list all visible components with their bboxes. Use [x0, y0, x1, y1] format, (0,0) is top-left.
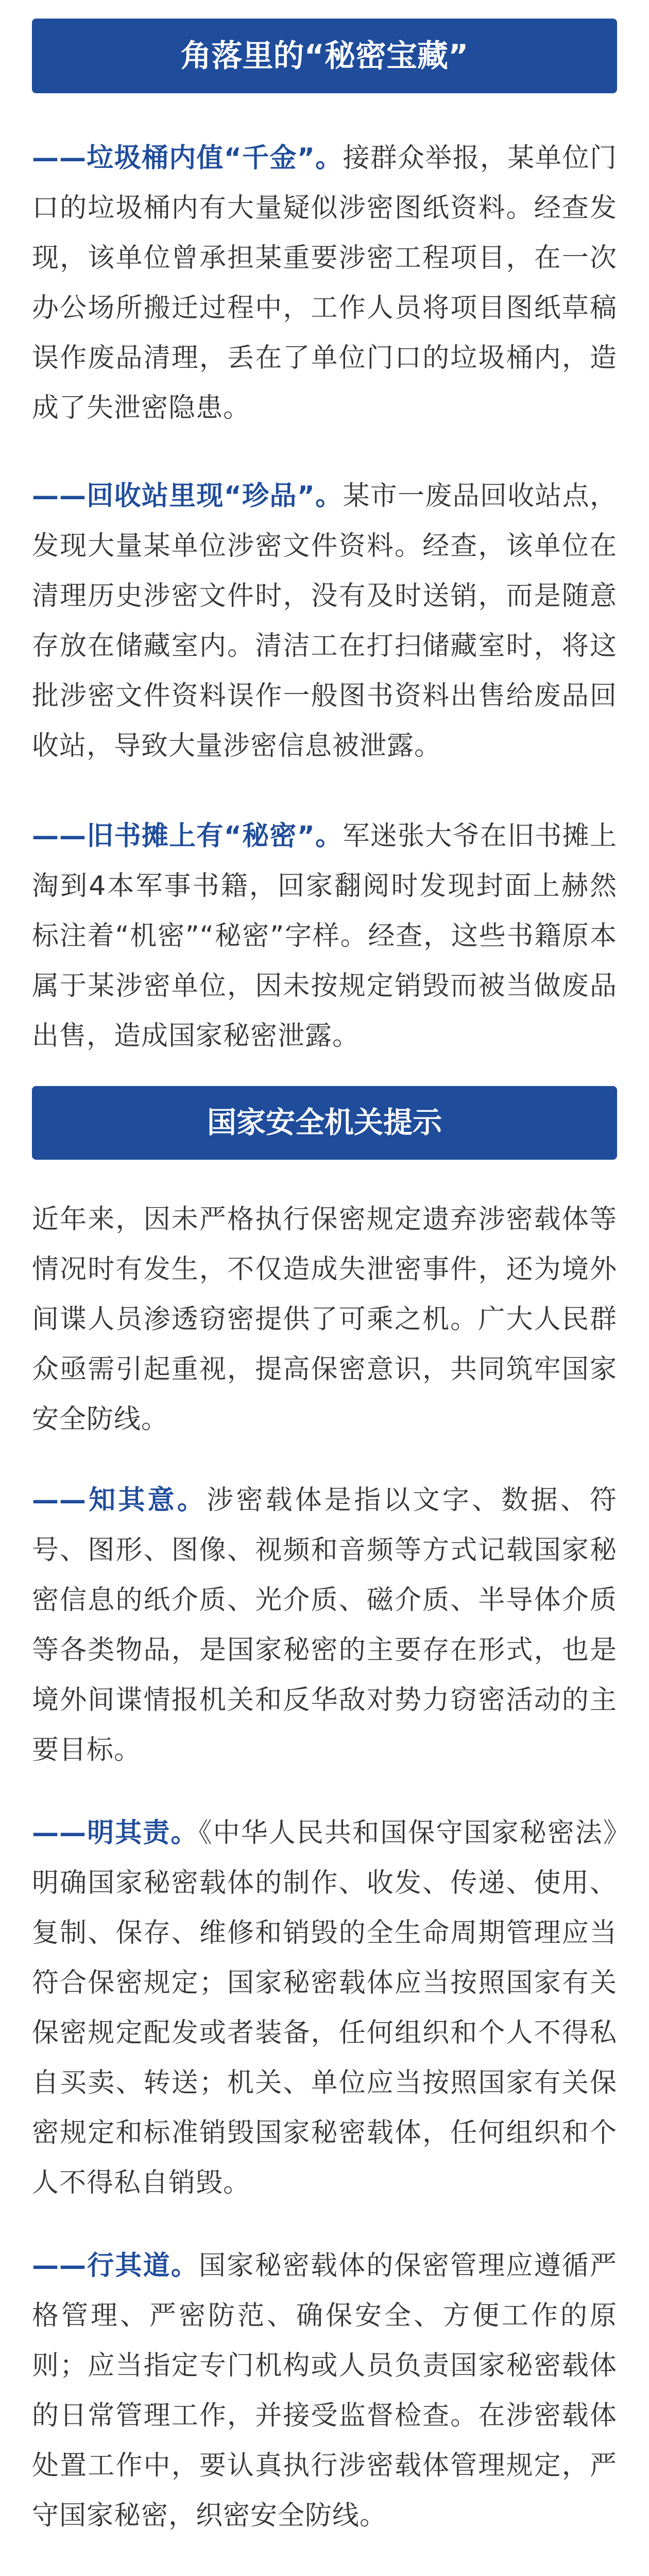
article-page: [0, 19, 649, 2576]
case-text: 军迷张大爷在旧书摊上淘到4本军事书籍，回家翻阅时发现封面上赫然标注着“机密”“秘密”字样。经查，这些书籍原本属于某涉密单位，因未按规定销毁而被当做废品出售，造成国家秘密泄露。: [32, 821, 617, 1052]
tip-text: 国家秘密载体的保密管理应遵循严格管理、严密防范、确保安全、方便工作的原则；应当指定专门机构或人员负责国家秘密载体的日常管理工作，并接受监督检查。在涉密载体处置工作中，要认真执行涉密载体管理规定，严守国家秘密，织密安全防线。: [32, 2250, 617, 2531]
section-header-security-tips: [32, 1086, 617, 1160]
section-header-hidden-treasures: [32, 19, 617, 93]
closing-report-paragraph: [32, 2574, 617, 2576]
tip-paragraph-know-meaning: [32, 1476, 617, 1775]
section-title: 角落里的“秘密宝藏”: [180, 38, 469, 74]
tip-lead: ——知其意。: [32, 1485, 207, 1516]
case-lead: ——旧书摊上有“秘密”。: [32, 821, 343, 852]
case-paragraph-recycling-station: [32, 471, 617, 771]
case-lead: ——垃圾桶内值“千金”。: [32, 143, 343, 174]
section-title: 国家安全机关提示: [207, 1106, 442, 1140]
tip-text: 涉密载体是指以文字、数据、符号、图形、图像、视频和音频等方式记载国家秘密信息的纸介质、光介质、磁介质、半导体介质等各类物品，是国家秘密的主要存在形式，也是境外间谍情报机关和反华敌对势力窃密活动的主要目标。: [32, 1485, 617, 1766]
tips-intro-paragraph: 近年来，因未严格执行保密规定遗弃涉密载体等情况时有发生，不仅造成失泄密事件，还为境外间谍人员渗透窃密提供了可乘之机。广大人民群众亟需引起重视，提高保密意识，共同筑牢国家安全防线。: [32, 1204, 617, 1435]
case-paragraph-trash-bin: [32, 133, 617, 433]
tip-paragraph-follow-path: [32, 2241, 617, 2541]
case-text: 接群众举报，某单位门口的垃圾桶内有大量疑似涉密图纸资料。经查发现，该单位曾承担某重要涉密工程项目，在一次办公场所搬迁过程中，工作人员将项目图纸草稿误作废品清理，丢在了单位门口的垃圾桶内，造成了失泄密隐患。: [32, 143, 617, 423]
tip-paragraph-clarify-duty: [32, 1808, 617, 2208]
tip-lead: ——明其责。: [32, 1818, 199, 1849]
case-text: 某市一废品回收站点，发现大量某单位涉密文件资料。经查，该单位在清理历史涉密文件时，没有及时送销，而是随意存放在储藏室内。清洁工在打扫储藏室时，将这批涉密文件资料误作一般图书资料出售给废品回收站，导致大量涉密信息被泄露。: [32, 481, 617, 761]
tip-text: 《中华人民共和国保守国家秘密法》明确国家秘密载体的制作、收发、传递、使用、复制、保存、维修和销毁的全生命周期管理应当符合保密规定；国家秘密载体应当按照国家有关保密规定配发或者装备，任何组织和个人不得私自买卖、转送；机关、单位应当按照国家有关保密规定和标准销毁国家秘密载体，任何组织和个人不得私自销毁。: [32, 1818, 617, 2198]
case-paragraph-book-stall: [32, 811, 617, 1061]
tip-lead: ——行其道。: [32, 2250, 199, 2281]
case-lead: ——回收站里现“珍品”。: [32, 481, 343, 512]
